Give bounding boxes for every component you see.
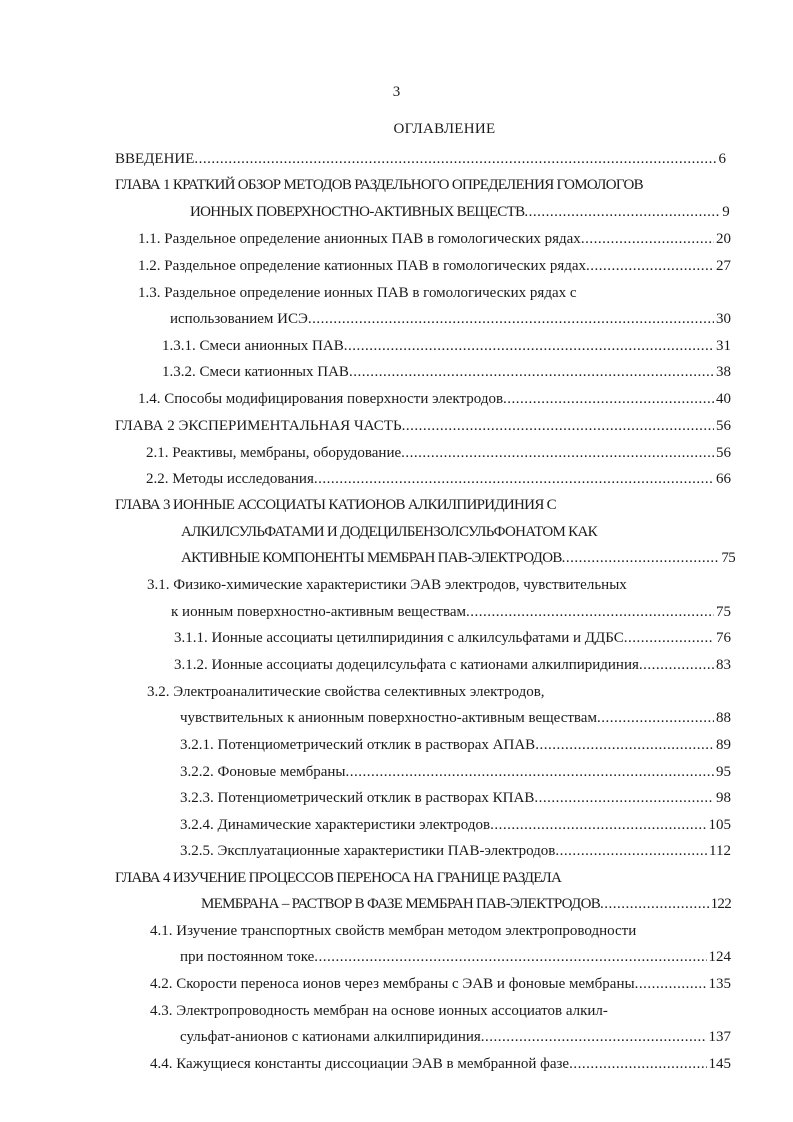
toc-section-4-3-cont[interactable]: сульфат-анионов с катионами алкилпиридиния ..... 137 (180, 1027, 731, 1047)
toc-title: ОГЛАВЛЕНИЕ (393, 121, 496, 137)
toc-page-number: 83 (716, 657, 731, 673)
toc-subsection-1-3-1[interactable]: 1.3.1. Смеси анионных ПАВ ..... 31 (162, 336, 731, 356)
toc-page-number: 40 (716, 391, 731, 407)
toc-section-1-3[interactable]: 1.3. Раздельное определение ионных ПАВ в гомологических рядах с (138, 285, 577, 301)
toc-page-number: 122 (710, 896, 731, 912)
toc-chapter-4-heading[interactable]: ГЛАВА 4 ИЗУЧЕНИЕ ПРОЦЕССОВ ПЕРЕНОСА НА ГРАНИЦЕ РАЗДЕЛА (115, 870, 562, 886)
toc-chapter-2[interactable]: ГЛАВА 2 ЭКСПЕРИМЕНТАЛЬНАЯ ЧАСТЬ ..... 56 (115, 416, 731, 436)
toc-section-2-1[interactable]: 2.1. Реактивы, мембраны, оборудование ..... 56 (146, 443, 731, 463)
toc-page-number: 56 (716, 445, 731, 461)
toc-page-number: 27 (716, 258, 731, 274)
toc-chapter-3-heading-cont[interactable]: АЛКИЛСУЛЬФАТАМИ И ДОДЕЦИЛБЕНЗОЛСУЛЬФОНАТОМ КАК (181, 524, 597, 540)
toc-page-number: 66 (716, 471, 731, 487)
toc-page-number: 112 (709, 843, 731, 859)
toc-section-2-2[interactable]: 2.2. Методы исследования ..... 66 (146, 469, 731, 489)
toc-page-number: 38 (716, 364, 731, 380)
toc-chapter-1-heading[interactable]: ГЛАВА 1 КРАТКИЙ ОБЗОР МЕТОДОВ РАЗДЕЛЬНОГО ОПРЕДЕЛЕНИЯ ГОМОЛОГОВ (115, 177, 643, 193)
toc-page-number: 75 (716, 604, 731, 620)
toc-section-3-1-cont[interactable]: к ионным поверхностно-активным веществам ..... 75 (171, 602, 731, 622)
toc-page-number: 135 (708, 976, 731, 992)
toc-section-3-2-cont[interactable]: чувствительных к анионным поверхностно-активным веществам ..... 88 (180, 708, 731, 728)
page-number: 3 (392, 84, 401, 100)
toc-section-1-2[interactable]: 1.2. Раздельное определение катионных ПАВ в гомологических рядах ..... 27 (138, 256, 731, 276)
toc-section-3-2[interactable]: 3.2. Электроаналитические свойства селективных электродов, (147, 684, 545, 700)
toc-subsection-3-2-5[interactable]: 3.2.5. Эксплуатационные характеристики ПАВ-электродов ..... 112 (180, 841, 731, 861)
toc-page-number: 6 (718, 151, 726, 167)
toc-chapter-1-heading-cont[interactable]: ИОННЫХ ПОВЕРХНОСТНО-АКТИВНЫХ ВЕЩЕСТВ ..... 9 (190, 202, 729, 222)
toc-section-4-3[interactable]: 4.3. Электропроводность мембран на основе ионных ассоциатов алкил- (150, 1003, 608, 1019)
toc-section-4-1[interactable]: 4.1. Изучение транспортных свойств мембран методом электропроводности (150, 923, 637, 939)
toc-section-1-1[interactable]: 1.1. Раздельное определение анионных ПАВ в гомологических рядах ..... 20 (138, 229, 731, 249)
toc-section-4-4[interactable]: 4.4. Кажущиеся константы диссоциации ЭАВ в мембранной фазе ..... 145 (150, 1054, 731, 1074)
toc-page-number: 75 (721, 550, 735, 566)
toc-entry-introduction[interactable]: ВВЕДЕНИЕ ..... 6 (115, 149, 726, 169)
toc-page-number: 124 (708, 949, 731, 965)
toc-chapter-3-heading-cont-2[interactable]: АКТИВНЫЕ КОМПОНЕНТЫ МЕМБРАН ПАВ-ЭЛЕКТРОДОВ ..... 75 (181, 548, 735, 568)
toc-page-number: 145 (708, 1056, 731, 1072)
toc-page-number: 89 (716, 737, 731, 753)
toc-page-number: 9 (722, 204, 729, 220)
toc-page-number: 20 (716, 231, 731, 247)
toc-page-number: 137 (708, 1029, 731, 1045)
toc-page-number: 30 (716, 311, 731, 327)
toc-chapter-3-heading[interactable]: ГЛАВА 3 ИОННЫЕ АССОЦИАТЫ КАТИОНОВ АЛКИЛПИРИДИНИЯ С (115, 497, 556, 513)
toc-page-number: 31 (716, 338, 731, 354)
toc-subsection-3-2-1[interactable]: 3.2.1. Потенциометрический отклик в растворах АПАВ ..... 89 (180, 735, 731, 755)
toc-section-4-1-cont[interactable]: при постоянном токе ..... 124 (180, 947, 731, 967)
toc-page-number: 88 (716, 710, 731, 726)
toc-chapter-4-heading-cont[interactable]: МЕМБРАНА – РАСТВОР В ФАЗЕ МЕМБРАН ПАВ-ЭЛЕКТРОДОВ ..... 122 (201, 894, 731, 914)
toc-subsection-3-2-2[interactable]: 3.2.2. Фоновые мембраны ..... 95 (180, 762, 731, 782)
toc-page-number: 95 (716, 764, 731, 780)
toc-subsection-1-3-2[interactable]: 1.3.2. Смеси катионных ПАВ ..... 38 (162, 362, 731, 382)
toc-section-1-4[interactable]: 1.4. Способы модифицирования поверхности электродов ..... 40 (138, 389, 731, 409)
toc-subsection-3-2-4[interactable]: 3.2.4. Динамические характеристики электродов ..... 105 (180, 815, 731, 835)
toc-section-4-2[interactable]: 4.2. Скорости переноса ионов через мембраны с ЭАВ и фоновые мембраны ..... 135 (150, 974, 731, 994)
toc-page-number: 56 (716, 418, 731, 434)
toc-subsection-3-1-2[interactable]: 3.1.2. Ионные ассоциаты додецилсульфата с катионами алкилпиридиния ..... 83 (174, 655, 731, 675)
toc-page-number: 76 (716, 630, 731, 646)
toc-page-number: 105 (708, 817, 731, 833)
toc-section-3-1[interactable]: 3.1. Физико-химические характеристики ЭАВ электродов, чувствительных (147, 577, 627, 593)
toc-page-number: 98 (716, 790, 731, 806)
toc-subsection-3-1-1[interactable]: 3.1.1. Ионные ассоциаты цетилпиридиния с алкилсульфатами и ДДБС ..... 76 (174, 628, 731, 648)
toc-section-1-3-cont[interactable]: использованием ИСЭ ..... 30 (170, 309, 731, 329)
toc-subsection-3-2-3[interactable]: 3.2.3. Потенциометрический отклик в растворах КПАВ ..... 98 (180, 788, 731, 808)
